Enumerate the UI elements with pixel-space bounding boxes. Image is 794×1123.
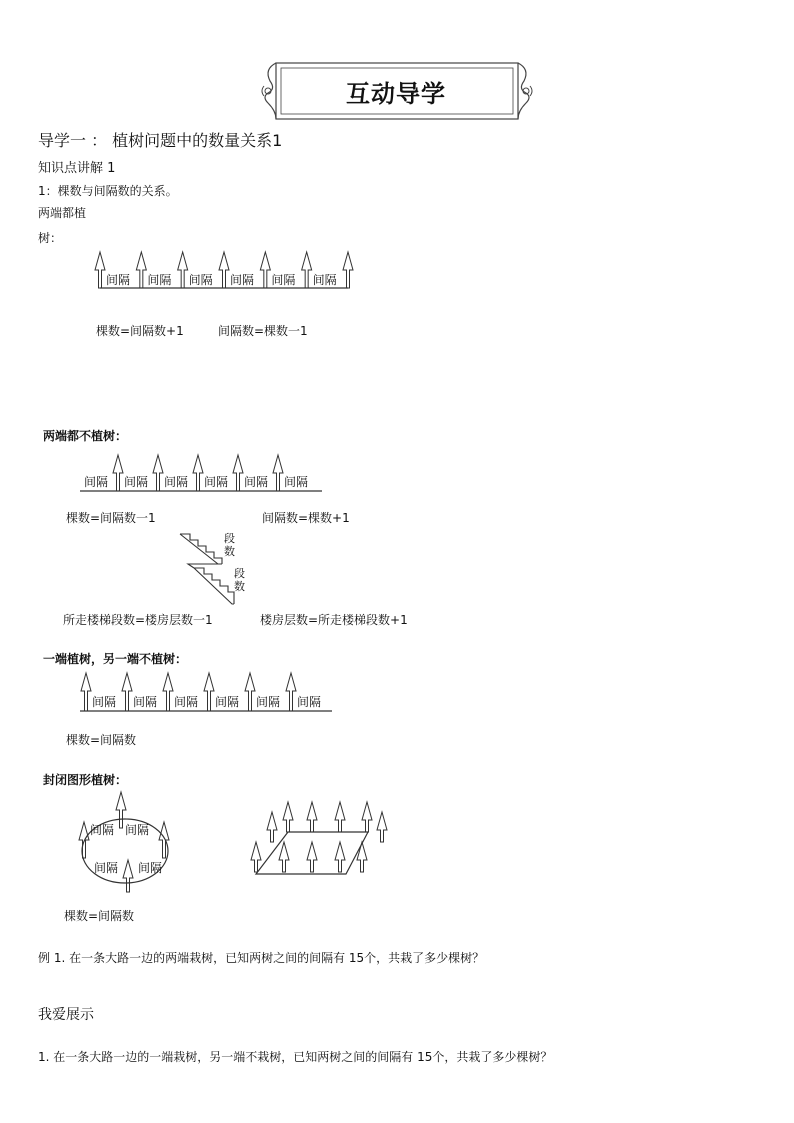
neither-end-title: 两端都不植树： [43,429,128,443]
tree-icon [123,860,133,892]
tree-icon [286,673,296,711]
gap-label: 间隔 [138,861,163,875]
show-heading: 我爱展示 [38,1007,94,1023]
point1-text: 1：棵数与间隔数的关系。 [38,184,178,198]
gap-label: 间隔 [133,695,158,709]
gap-label: 间隔 [297,695,322,709]
gap-label: 间隔 [244,475,269,489]
banner-title: 互动导学 [346,79,446,108]
stairs-formula-segments: 所走楼梯段数=楼房层数一1 [63,613,213,627]
gap-label: 间隔 [215,695,240,709]
tree-icon [245,673,255,711]
gap-label: 间隔 [164,475,189,489]
one-end-formula: 棵数=间隔数 [66,733,137,747]
gap-label: 间隔 [174,695,199,709]
neither-end-formula-trees: 棵数=间隔数一1 [66,511,156,525]
gap-label: 间隔 [92,695,117,709]
both-ends-formula-trees: 棵数=间隔数+1 [96,324,184,338]
gap-label: 间隔 [125,823,150,837]
tree-icon [233,455,243,491]
tree-icon [153,455,163,491]
gap-label: 间隔 [256,695,281,709]
gap-label: 间隔 [94,861,119,875]
closed-parallelogram-diagram [248,796,388,880]
closed-formula: 棵数=间隔数 [64,909,135,923]
section-heading: 导学一 ： 植树问题中的数量关系1 [38,131,283,150]
both-ends-title-line1: 两端都植 [38,206,87,220]
tree-icon [193,455,203,491]
both-ends-title-line2: 树： [38,231,63,245]
gap-label: 间隔 [90,823,115,837]
tree-icon [136,252,146,288]
tree-icon [343,252,353,288]
tree-icon [204,673,214,711]
section-subheading: 知识点讲解 1 [38,161,116,176]
closed-title: 封闭图形植树： [43,773,128,787]
gap-label: 间隔 [106,273,131,287]
tree-icon [122,673,132,711]
tree-icon [178,252,188,288]
exercise-1: 1. 在一条大路一边的一端栽树，另一端不栽树，已知两树之间的间隔有 15个，共栽了多少棵树？ [38,1050,553,1064]
tree-icon [163,673,173,711]
gap-label: 间隔 [124,475,149,489]
tree-icon [260,252,270,288]
tree-icon [273,455,283,491]
example-1: 例 1. 在一条大路一边的两端栽树，已知两树之间的间隔有 15个，共栽了多少棵树？ [38,951,485,965]
gap-label: 间隔 [271,273,296,287]
stairs-formula-floors: 楼房层数=所走楼梯段数+1 [260,613,408,627]
gap-label: 间隔 [204,475,229,489]
gap-label: 间隔 [147,273,172,287]
tree-icon [113,455,123,491]
gap-label: 间隔 [230,273,255,287]
tree-icon [302,252,312,288]
one-end-title: 一端植树，另一端不植树： [43,652,188,666]
stairs-segment-label-1: 段数 [224,532,235,558]
gap-label: 间隔 [188,273,213,287]
stairs-segment-label-2: 段数 [234,567,245,593]
gap-label: 间隔 [312,273,337,287]
tree-icon [219,252,229,288]
neither-end-formula-gaps: 间隔数=棵数+1 [262,511,350,525]
gap-label: 间隔 [84,475,109,489]
both-ends-formula-gaps: 间隔数=棵数一1 [218,324,308,338]
tree-icon [81,673,91,711]
gap-label: 间隔 [284,475,309,489]
tree-icon [95,252,105,288]
